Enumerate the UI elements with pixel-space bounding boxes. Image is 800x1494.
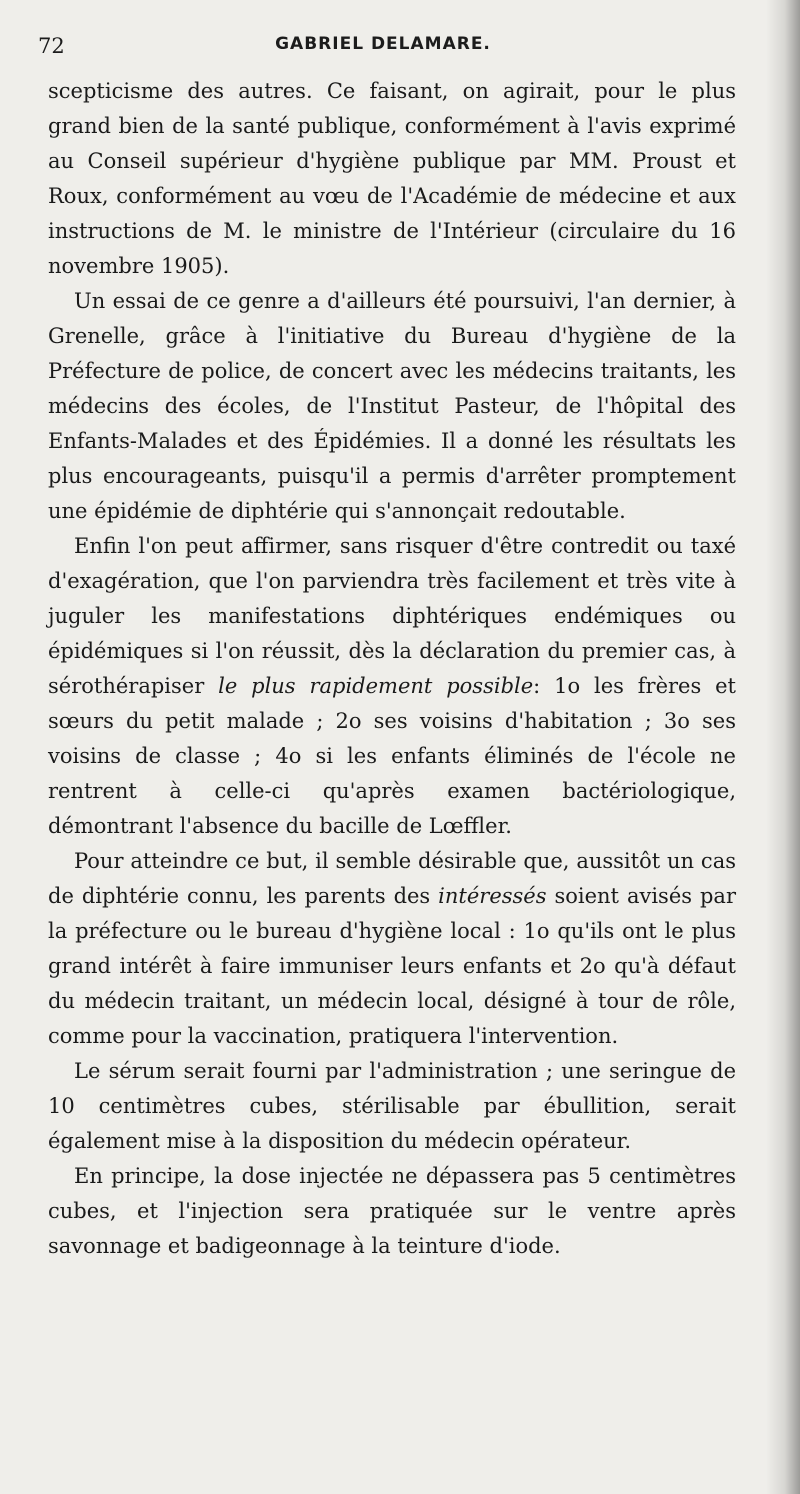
paragraph-4 bbox=[48, 844, 736, 1054]
paragraph-6: En principe, la dose injectée ne dépassera pas 5 centimètres cubes, et l'injection sera pratiquée sur le ventre après savonnage et badigeonnage à la teinture d'iode. bbox=[48, 1164, 736, 1258]
paragraph-4-text-after: soient avisés par la préfecture ou le bureau d'hygiène local : 1o qu'ils ont le plus grand intérêt à faire immuniser leurs enfants et 2o qu'à défaut du médecin traitant, un médecin local, désigné à tour de rôle, comme pour la vaccination, pratiquera l'intervention. bbox=[48, 884, 736, 1048]
paragraph-2: Un essai de ce genre a d'ailleurs été poursuivi, l'an dernier, à Grenelle, grâce à l'initiative du Bureau d'hygiène de la Préfecture de police, de concert avec les médecins traitants, les médecins des écoles, de l'Institut Pasteur, de l'hôpital des Enfants-Malades et des Épidémies. Il a donné les résultats les plus encourageants, puisqu'il a permis d'arrêter promptement une épidémie de diphtérie qui s'annonçait redoutable. bbox=[48, 289, 736, 523]
page-header bbox=[38, 30, 728, 62]
body-text bbox=[48, 74, 736, 1264]
paragraph-1: scepticisme des autres. Ce faisant, on agirait, pour le plus grand bien de la santé publique, conformément à l'avis exprimé au Conseil supérieur d'hygiène publique par MM. Proust et Roux, conformément au vœu de l'Académie de médecine et aux instructions de M. le ministre de l'Intérieur (circulaire du 16 novembre 1905). bbox=[48, 79, 736, 278]
paragraph-4-emphasis: intéressés bbox=[438, 884, 547, 908]
paragraph-3-text-before: Enfin l'on peut affirmer, sans risquer d'être contredit ou taxé d'exagération, que l'on parviendra très facilement et très vite à juguler les manifestations diphtériques endémiques ou épidémiques si l'on réussit, dès la déclaration du premier cas, à sérothérapiser bbox=[48, 534, 736, 698]
paragraph-4-text-before: Pour atteindre ce but, il semble désirable que, aussitôt un cas de diphtérie connu, les parents des bbox=[48, 849, 736, 908]
page-binding-shadow bbox=[766, 0, 800, 1494]
running-head: GABRIEL DELAMARE. bbox=[275, 34, 491, 54]
paragraph-3-text-after: : 1o les frères et sœurs du petit malade ; 2o ses voisins d'habitation ; 3o ses voisins de classe ; 4o si les enfants éliminés de l'école ne rentrent à celle-ci qu'après examen bactériologique, démontrant l'absence du bacille de Lœffler. bbox=[48, 674, 736, 838]
paragraph-3-emphasis: le plus rapidement possible bbox=[218, 674, 534, 698]
paragraph-5: Le sérum serait fourni par l'administration ; une seringue de 10 centimètres cubes, stérilisable par ébullition, serait également mise à la disposition du médecin opérateur. bbox=[48, 1059, 736, 1153]
paragraph-3 bbox=[48, 529, 736, 844]
page-number: 72 bbox=[38, 34, 65, 58]
